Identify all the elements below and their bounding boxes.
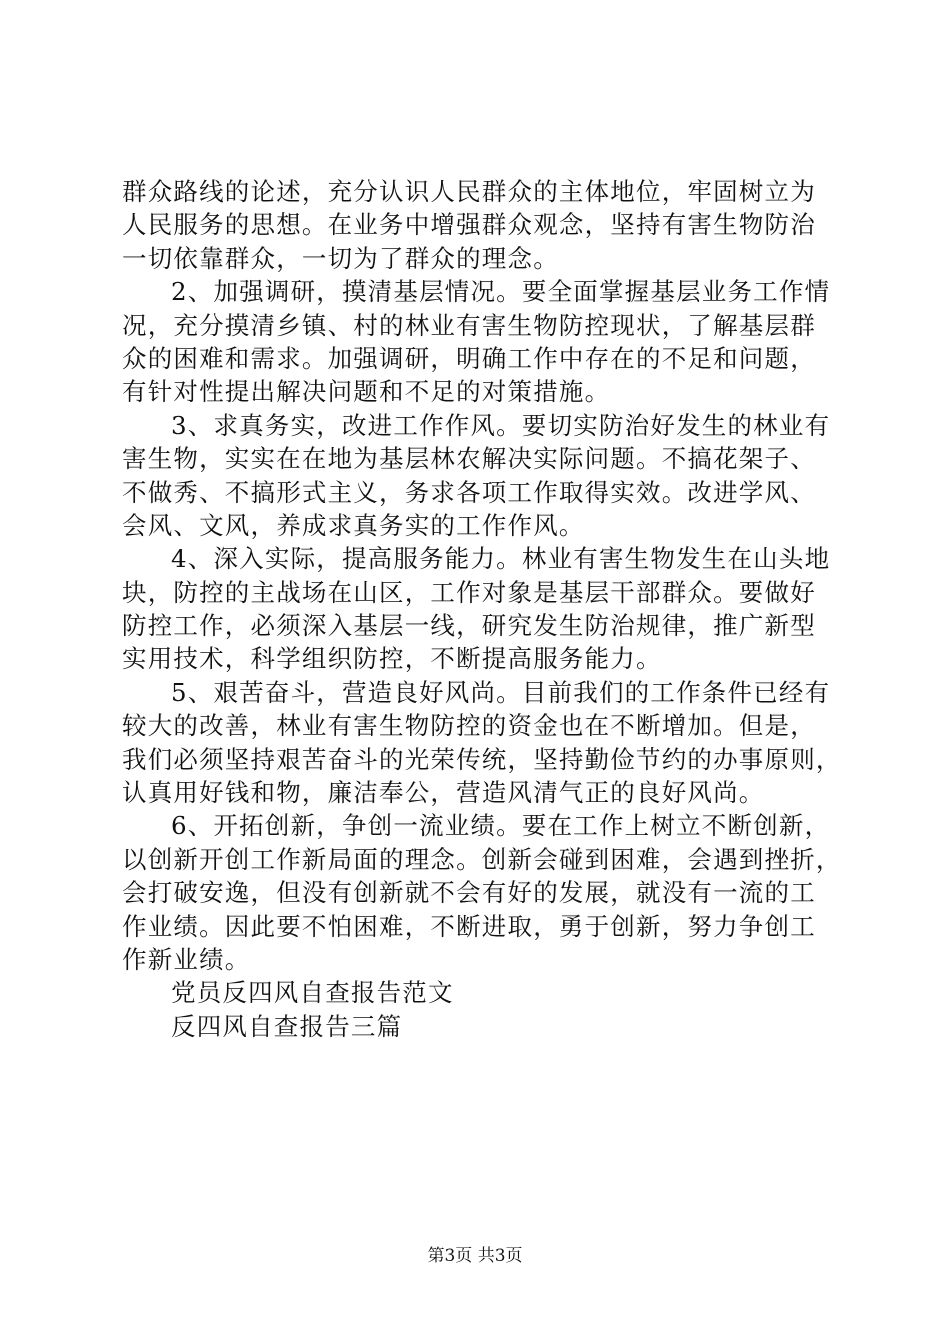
text-line: 防控工作，必须深入基层一线，研究发生防治规律，推广新型: [122, 611, 816, 641]
text-line: 6、开拓创新，争创一流业绩。要在工作上树立不断创新，: [171, 811, 831, 841]
text-line: 党员反四风自查报告范文: [171, 978, 454, 1008]
page-footer: 第3页 共3页: [427, 1246, 523, 1266]
text-line: 我们必须坚持艰苦奋斗的光荣传统，坚持勤俭节约的办事原则，: [122, 744, 842, 774]
text-line: 实用技术，科学组织防控，不断提高服务能力。: [122, 644, 662, 674]
document-body: [122, 175, 842, 1043]
text-line: 4、深入实际，提高服务能力。林业有害生物发生在山头地: [171, 544, 831, 574]
text-line: 作新业绩。: [122, 944, 251, 974]
text-line: 较大的改善，林业有害生物防控的资金也在不断增加。但是，: [122, 711, 816, 741]
text-line: 害生物，实实在在地为基层林农解决实际问题。不搞花架子、: [122, 444, 816, 474]
text-line: 况，充分摸清乡镇、村的林业有害生物防控现状，了解基层群: [122, 310, 816, 340]
text-line: 不做秀、不搞形式主义，务求各项工作取得实效。改进学风、: [122, 477, 816, 507]
text-line: 有针对性提出解决问题和不足的对策措施。: [122, 377, 611, 407]
text-line: 会风、文风，养成求真务实的工作作风。: [122, 510, 585, 540]
text-line: 众的困难和需求。加强调研，明确工作中存在的不足和问题，: [122, 343, 816, 373]
text-line: 群众路线的论述，充分认识人民群众的主体地位，牢固树立为: [122, 177, 816, 206]
text-line: 反四风自查报告三篇: [171, 1011, 403, 1041]
text-line: 块，防控的主战场在山区，工作对象是基层干部群众。要做好: [122, 577, 816, 607]
text-line: 5、艰苦奋斗，营造良好风尚。目前我们的工作条件已经有: [171, 677, 831, 707]
text-line: 2、加强调研，摸清基层情况。要全面掌握基层业务工作情: [171, 277, 831, 307]
text-line: 人民服务的思想。在业务中增强群众观念，坚持有害生物防治: [122, 210, 816, 240]
text-line: 作业绩。因此要不怕困难，不断进取，勇于创新，努力争创工: [122, 911, 816, 941]
text-line: 以创新开创工作新局面的理念。创新会碰到困难，会遇到挫折，: [122, 844, 842, 874]
text-line: 3、求真务实，改进工作作风。要切实防治好发生的林业有: [171, 410, 831, 440]
text-line: 认真用好钱和物，廉洁奉公，营造风清气正的良好风尚。: [122, 778, 765, 808]
text-line: 一切依靠群众，一切为了群众的理念。: [122, 243, 559, 273]
text-line: 会打破安逸，但没有创新就不会有好的发展，就没有一流的工: [122, 878, 816, 908]
